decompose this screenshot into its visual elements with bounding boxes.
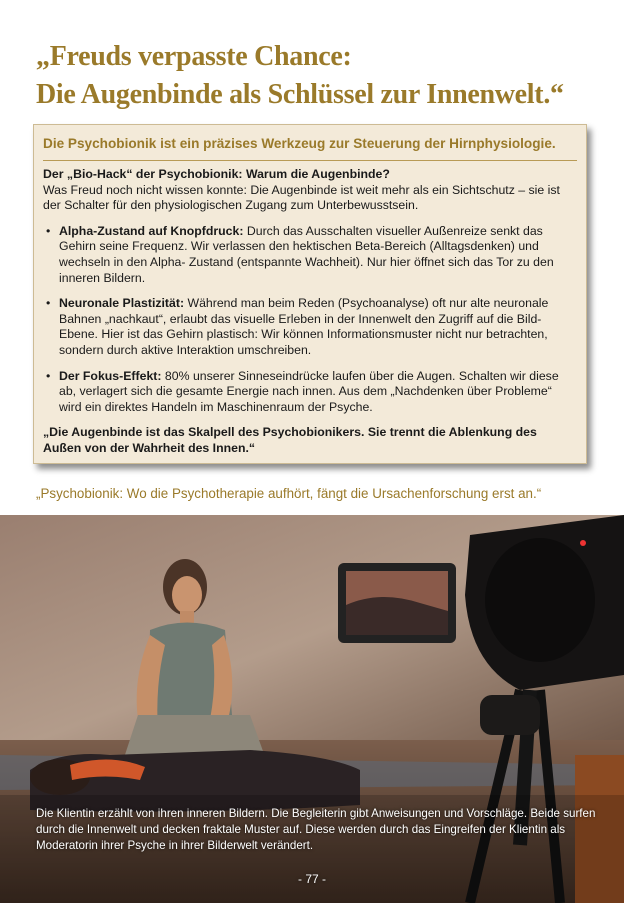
- box-closing-quote: „Die Augenbinde ist das Skalpell des Psychobionikers. Sie trennt die Ablenkung des Außen von der Wahrheit des Innen.“: [43, 425, 537, 455]
- box-heading: Die Psychobionik ist ein präzises Werkzeug zur Steuerung der Hirnphysiologie.: [43, 135, 577, 161]
- woman-face: [172, 576, 202, 614]
- tripod-head: [480, 695, 540, 735]
- bullet-icon: •: [46, 223, 51, 238]
- bullet-term: Alpha-Zustand auf Knopfdruck:: [59, 223, 244, 238]
- bullet-icon: •: [46, 296, 51, 311]
- bullet-term: Neuronale Plastizität:: [59, 296, 185, 311]
- list-item: [43, 296, 577, 358]
- page-number: - 77 -: [297, 872, 326, 886]
- bullet-text: Durch das Ausschalten visueller Außenreize senkt das Gehirn seine Frequenz. Wir verlassen den hektischen Beta-Bereich (Alltagsdenken) und wechseln in den Alpha- Zustand (entspannte Wachheit). Nur hier öffnet sich das Tor zu den inneren Bildern.: [59, 223, 554, 285]
- title-line-2: Die Augenbinde als Schlüssel zur Innenwelt.“: [36, 79, 564, 110]
- box-intro-text: Was Freud noch nicht wissen konnte: Die Augenbinde ist weit mehr als ein Sichtschutz – sie ist der Schalter für den physiologischen Zugang zum Unterbewusstsein.: [43, 182, 560, 213]
- camera-lens: [485, 538, 595, 662]
- list-item: [43, 224, 577, 286]
- box-intro: [43, 167, 577, 214]
- list-item: [43, 369, 577, 416]
- bullet-text: 80% unserer Sinneseindrücke laufen über die Augen. Schalten wir diese ab, verlagert sich die gesamte Energie nach innen. Aus dem „Nachdenken über Probleme“ wird ein direktes Handeln im Maschinenraum der Psyche.: [59, 368, 559, 414]
- title-line-1: „Freuds verpasste Chance:: [36, 41, 352, 72]
- photo-caption: Die Klientin erzählt von ihren inneren Bildern. Die Begleiterin gibt Anweisungen und Vorschläge. Beide surfen durch die Innenwelt und decken fraktale Muster auf. Diese werden durch das Eingreifen der Klientin als Moderatorin ihrer Psyche in ihrer Bilderwelt verändert.: [36, 807, 596, 852]
- bullet-term: Der Fokus-Effekt:: [59, 368, 162, 383]
- page-title: [36, 38, 606, 114]
- bullet-list: [43, 224, 577, 416]
- box-subheading: Der „Bio-Hack“ der Psychobionik: Warum die Augenbinde?: [43, 167, 390, 181]
- bullet-text: Während man beim Reden (Psychoanalyse) oft nur alte neuronale Bahnen „nachkaut“, erlaubt das visuelle Erleben in der Innenwelt den Zugriff auf die Bild-Ebene. Hier ist das Gehirn plastisch: Wir können Informationsmuster nicht nur betrachten, sondern durch aktive Interaktion umschreiben.: [59, 296, 549, 357]
- info-box: [33, 124, 587, 464]
- bullet-icon: •: [46, 368, 51, 383]
- record-led: [580, 540, 586, 546]
- pull-quote: „Psychobionik: Wo die Psychotherapie aufhört, fängt die Ursachenforschung erst an.“: [36, 486, 542, 501]
